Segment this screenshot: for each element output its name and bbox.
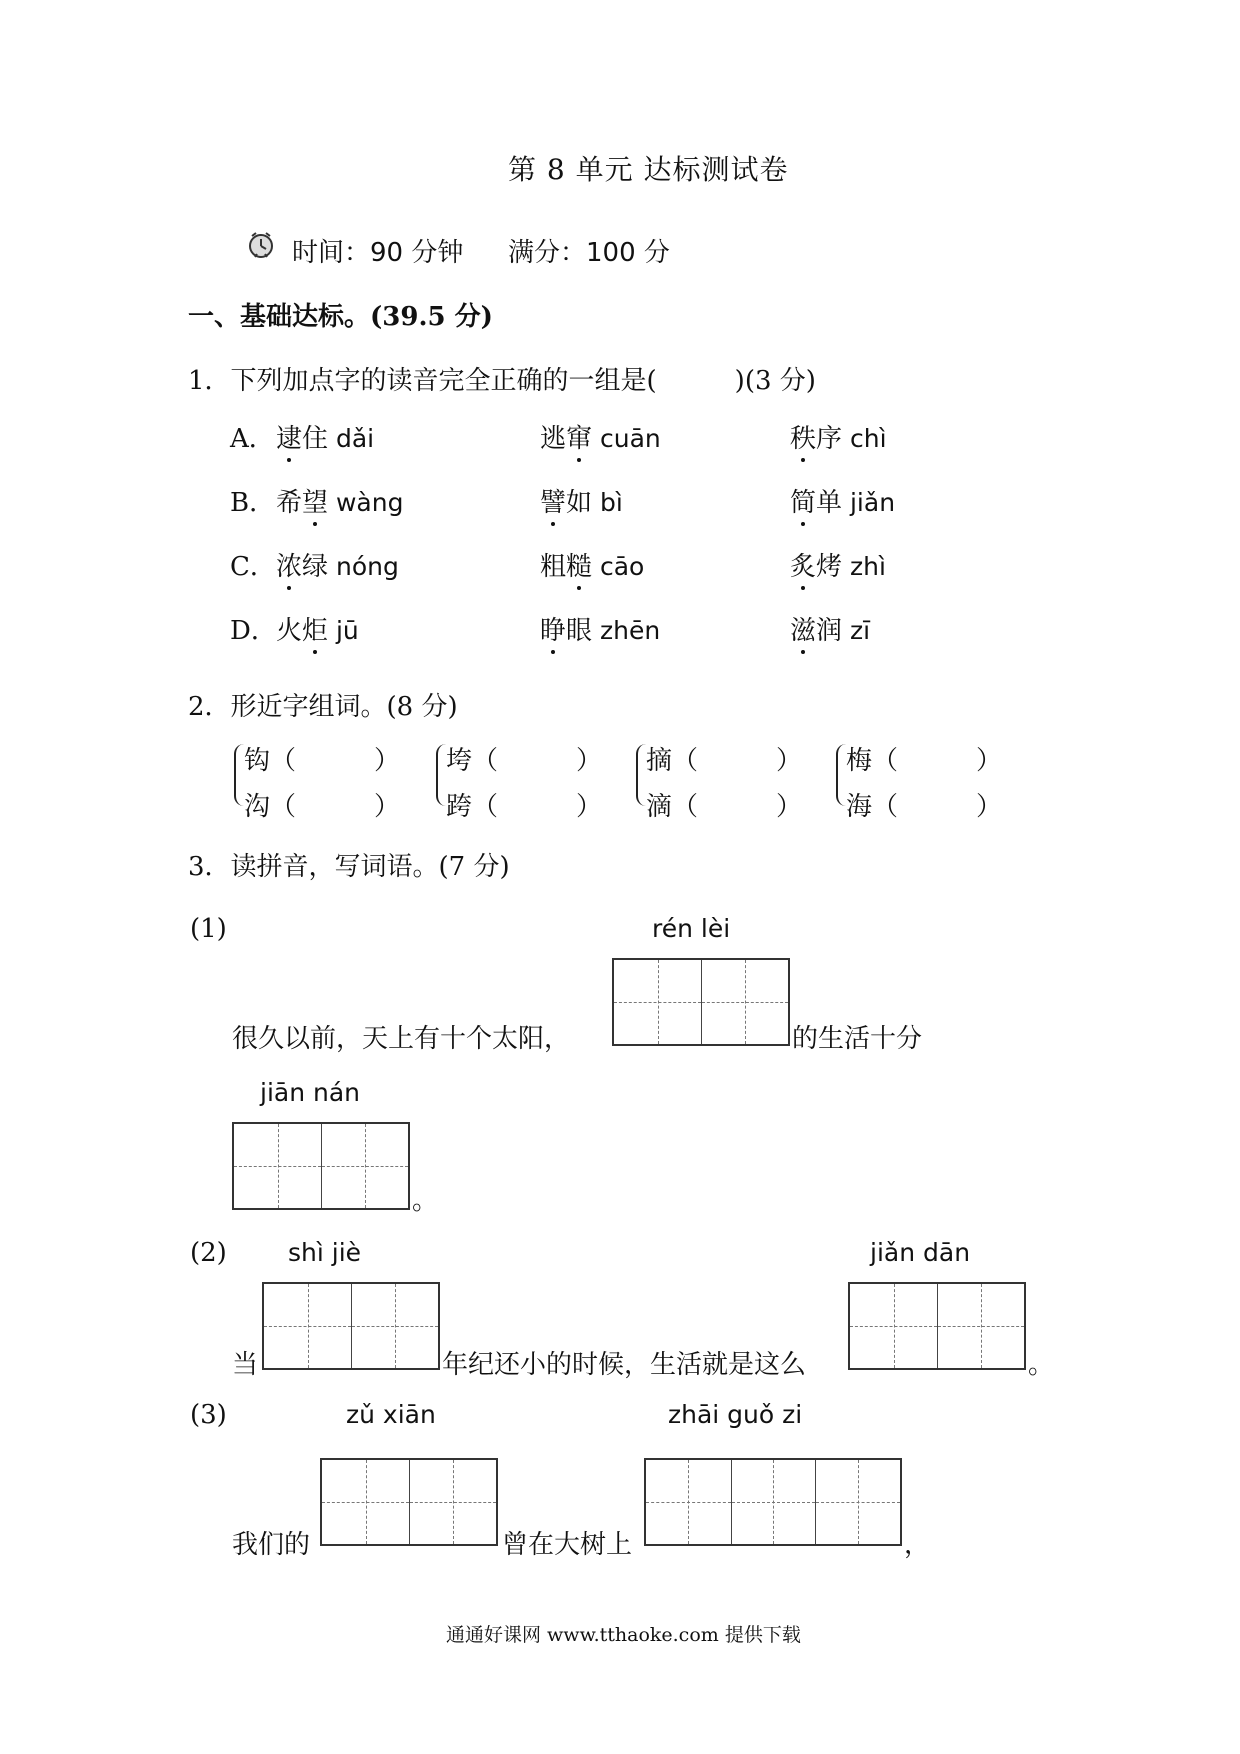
option-word	[790, 482, 895, 519]
character: 烤	[816, 552, 843, 582]
character: 火	[276, 616, 303, 646]
grid-cell[interactable]	[234, 1124, 321, 1208]
pinyin: chì	[842, 424, 887, 453]
grid-guide	[894, 1284, 895, 1368]
clock-icon	[246, 230, 276, 260]
character: 序	[816, 424, 843, 454]
grid-guide	[745, 960, 746, 1044]
character: 单	[816, 488, 843, 518]
option-word	[790, 418, 887, 455]
grid-guide	[858, 1460, 859, 1544]
grid-guide	[658, 960, 659, 1044]
sentence-text: 的生活十分	[792, 1024, 923, 1054]
pinyin-hint: zǔ xiān	[346, 1400, 436, 1429]
pinyin: dǎi	[328, 424, 375, 453]
character: 浓	[276, 552, 303, 582]
subquestion-number: (3)	[190, 1400, 227, 1430]
character: 炬	[302, 616, 329, 646]
pinyin: bì	[592, 488, 623, 517]
character: 逮	[276, 424, 303, 454]
character: 简	[790, 488, 817, 518]
char-pair-item[interactable]: 摘（ ）	[646, 746, 803, 776]
character: 住	[302, 424, 329, 454]
grid-guide	[308, 1284, 309, 1368]
grid-guide	[366, 1460, 367, 1544]
pinyin: wàng	[328, 488, 404, 517]
grid-guide	[773, 1460, 774, 1544]
option-word	[540, 546, 644, 583]
writing-grid[interactable]	[848, 1282, 1026, 1370]
sentence-end: ，	[904, 1530, 931, 1560]
character: 逃	[540, 424, 567, 454]
pinyin-hint: jiān nán	[260, 1078, 361, 1107]
character: 绿	[302, 552, 329, 582]
grid-guide	[453, 1460, 454, 1544]
option-word	[540, 610, 660, 647]
grid-cell[interactable]	[321, 1124, 408, 1208]
option-word	[276, 482, 403, 519]
pinyin: jū	[328, 616, 359, 645]
question-3-stem: 3．读拼音，写词语。(7 分)	[188, 852, 510, 882]
sentence-text: 当	[232, 1350, 259, 1380]
character: 炙	[790, 552, 817, 582]
pinyin: zhēn	[592, 616, 661, 645]
full-score: 满分：100 分	[508, 238, 670, 268]
grid-guide	[278, 1124, 279, 1208]
option-word	[276, 418, 374, 455]
brace-icon	[836, 744, 846, 806]
char-pair-item[interactable]: 垮（ ）	[446, 746, 603, 776]
pinyin-hint: rén lèi	[652, 914, 731, 943]
grid-cell[interactable]	[731, 1460, 816, 1544]
option-label[interactable]: B．	[230, 488, 276, 518]
pinyin: jiǎn	[842, 488, 896, 517]
writing-grid[interactable]	[644, 1458, 902, 1546]
footer-text: 通通好课网 www.tthaoke.com 提供下载	[446, 1624, 801, 1646]
sentence-text: 我们的	[232, 1530, 311, 1560]
character: 糙	[566, 552, 593, 582]
pinyin: cuān	[592, 424, 661, 453]
character: 滋	[790, 616, 817, 646]
option-word	[540, 418, 661, 455]
option-word	[276, 610, 359, 647]
sentence-text: 曾在大树上	[502, 1530, 633, 1560]
sentence-text: 很久以前，天上有十个太阳，	[232, 1024, 571, 1054]
writing-grid[interactable]	[232, 1122, 410, 1210]
brace-icon	[234, 744, 244, 806]
option-word	[540, 482, 623, 519]
character: 润	[816, 616, 843, 646]
char-pair-item[interactable]: 钩（ ）	[244, 746, 401, 776]
grid-cell[interactable]	[850, 1284, 937, 1368]
character: 睁	[540, 616, 567, 646]
char-pair-item[interactable]: 海（ ）	[846, 792, 1003, 822]
character: 眼	[566, 616, 593, 646]
pinyin: nóng	[328, 552, 399, 581]
grid-cell[interactable]	[646, 1460, 731, 1544]
sentence-end: 。	[1028, 1350, 1055, 1380]
grid-cell[interactable]	[264, 1284, 351, 1368]
writing-grid[interactable]	[320, 1458, 498, 1546]
option-label[interactable]: D．	[230, 616, 277, 646]
pinyin-hint: jiǎn dān	[870, 1238, 971, 1267]
grid-guide	[365, 1124, 366, 1208]
subquestion-number: (1)	[190, 914, 227, 944]
pinyin: zī	[842, 616, 871, 645]
page-title: 第 8 单元 达标测试卷	[508, 153, 789, 186]
option-label[interactable]: C．	[230, 552, 276, 582]
pinyin-hint: zhāi guǒ zi	[668, 1400, 803, 1429]
question-2-stem: 2．形近字组词。(8 分)	[188, 692, 458, 722]
grid-guide	[688, 1460, 689, 1544]
grid-cell[interactable]	[815, 1460, 900, 1544]
brace-icon	[636, 744, 646, 806]
character: 窜	[566, 424, 593, 454]
char-pair-item[interactable]: 滴（ ）	[646, 792, 803, 822]
sentence-text: 年纪还小的时候，生活就是这么	[442, 1350, 807, 1380]
section-heading: 一、基础达标。(39.5 分)	[188, 302, 493, 332]
grid-guide	[981, 1284, 982, 1368]
question-1-stem: 1．下列加点字的读音完全正确的一组是( )(3 分)	[188, 366, 816, 396]
subquestion-number: (2)	[190, 1238, 227, 1268]
pinyin: zhì	[842, 552, 886, 581]
pinyin-hint: shì jiè	[288, 1238, 362, 1267]
character: 秩	[790, 424, 817, 454]
grid-cell[interactable]	[937, 1284, 1024, 1368]
grid-cell[interactable]	[409, 1460, 496, 1544]
pinyin: cāo	[592, 552, 645, 581]
grid-cell[interactable]	[614, 960, 701, 1044]
char-pair-item[interactable]: 跨（ ）	[446, 792, 603, 822]
option-word	[790, 546, 886, 583]
char-pair-item[interactable]: 梅（ ）	[846, 746, 1003, 776]
character: 望	[302, 488, 329, 518]
character: 如	[566, 488, 593, 518]
grid-guide	[395, 1284, 396, 1368]
sentence-end: 。	[412, 1186, 439, 1216]
character: 譬	[540, 488, 567, 518]
character: 粗	[540, 552, 567, 582]
option-word	[790, 610, 870, 647]
brace-icon	[436, 744, 446, 806]
option-label[interactable]: A．	[230, 424, 275, 454]
character: 希	[276, 488, 303, 518]
option-word	[276, 546, 399, 583]
grid-cell[interactable]	[322, 1460, 409, 1544]
writing-grid[interactable]	[612, 958, 790, 1046]
writing-grid[interactable]	[262, 1282, 440, 1370]
grid-cell[interactable]	[351, 1284, 438, 1368]
char-pair-item[interactable]: 沟（ ）	[244, 792, 401, 822]
time-limit: 时间：90 分钟	[292, 238, 464, 268]
grid-cell[interactable]	[701, 960, 788, 1044]
